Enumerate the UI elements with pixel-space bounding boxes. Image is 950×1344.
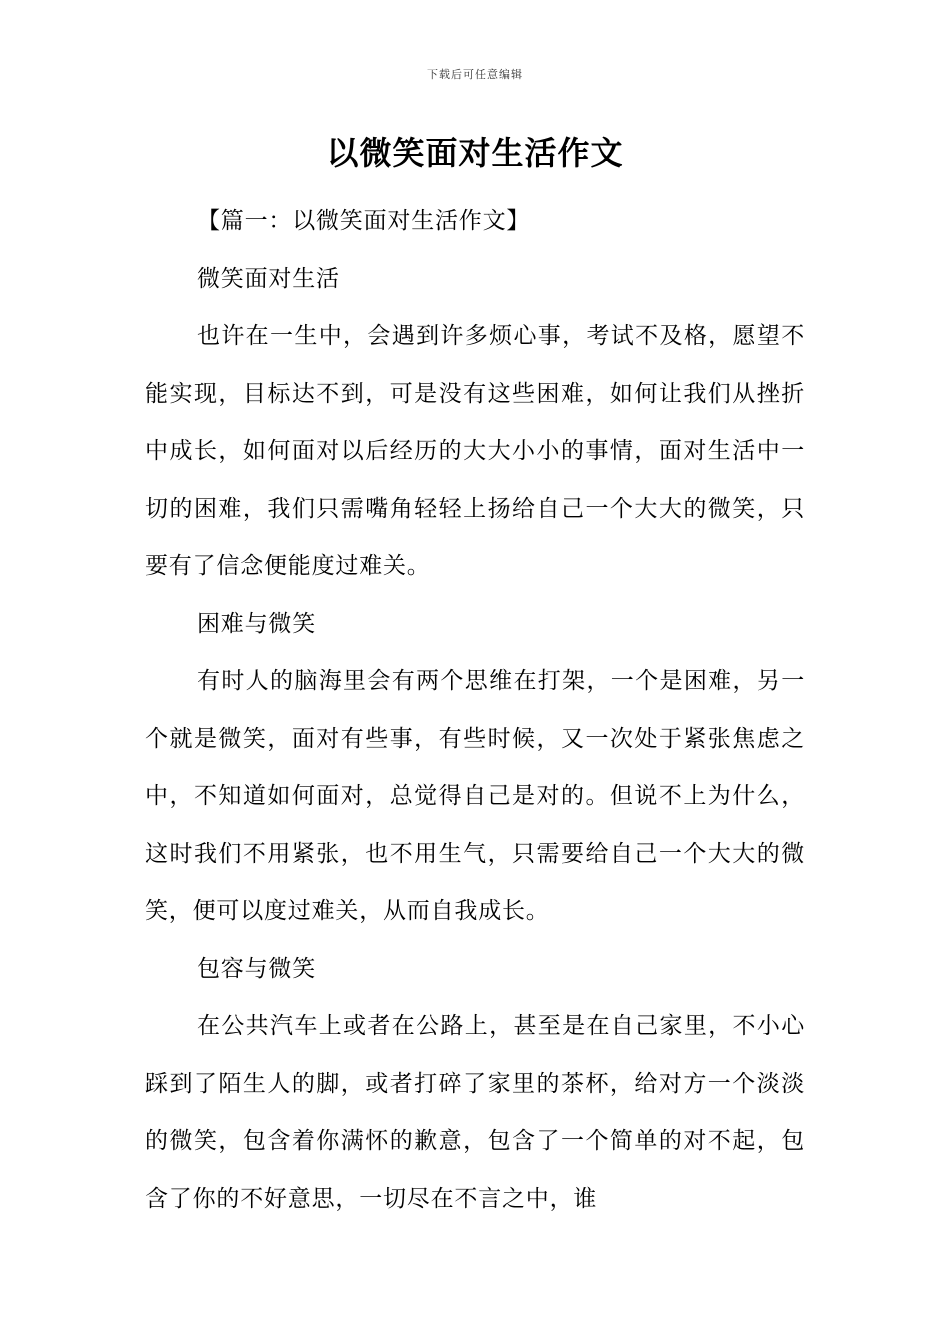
body-paragraph: 也许在一生中，会遇到许多烦心事，考试不及格，愿望不能实现，目标达不到，可是没有这些困难，如何让我们从挫折中成长，如何面对以后经历的大大小小的事情，面对生活中一切的困难，我们只需嘴角轻轻上扬给自己一个大大的微笑，只要有了信念便能度过难关。 (145, 323, 805, 579)
page-header-note: 下载后可任意编辑 (427, 68, 523, 81)
essay-title: 微笑面对生活 (197, 265, 340, 292)
subheading: 困难与微笑 (197, 610, 316, 637)
document-title: 以微笑面对生活作文 (326, 134, 624, 172)
subheading: 包容与微笑 (197, 955, 316, 982)
body-paragraph: 有时人的脑海里会有两个思维在打架，一个是困难，另一个就是微笑，面对有些事，有些时候，又一次处于紧张焦虑之中，不知道如何面对，总觉得自己是对的。但说不上为什么，这时我们不用紧张，也不用生气，只需要给自己一个大大的微笑，便可以度过难关，从而自我成长。 (145, 668, 805, 924)
section-heading: 【篇一：以微笑面对生活作文】 (197, 208, 531, 234)
body-paragraph: 在公共汽车上或者在公路上，甚至是在自己家里，不小心踩到了陌生人的脚，或者打碎了家里的茶杯，给对方一个淡淡的微笑，包含着你满怀的歉意，包含了一个简单的对不起，包含了你的不好意思，一切尽在不言之中，谁 (145, 1013, 805, 1212)
document-body (145, 193, 805, 1228)
